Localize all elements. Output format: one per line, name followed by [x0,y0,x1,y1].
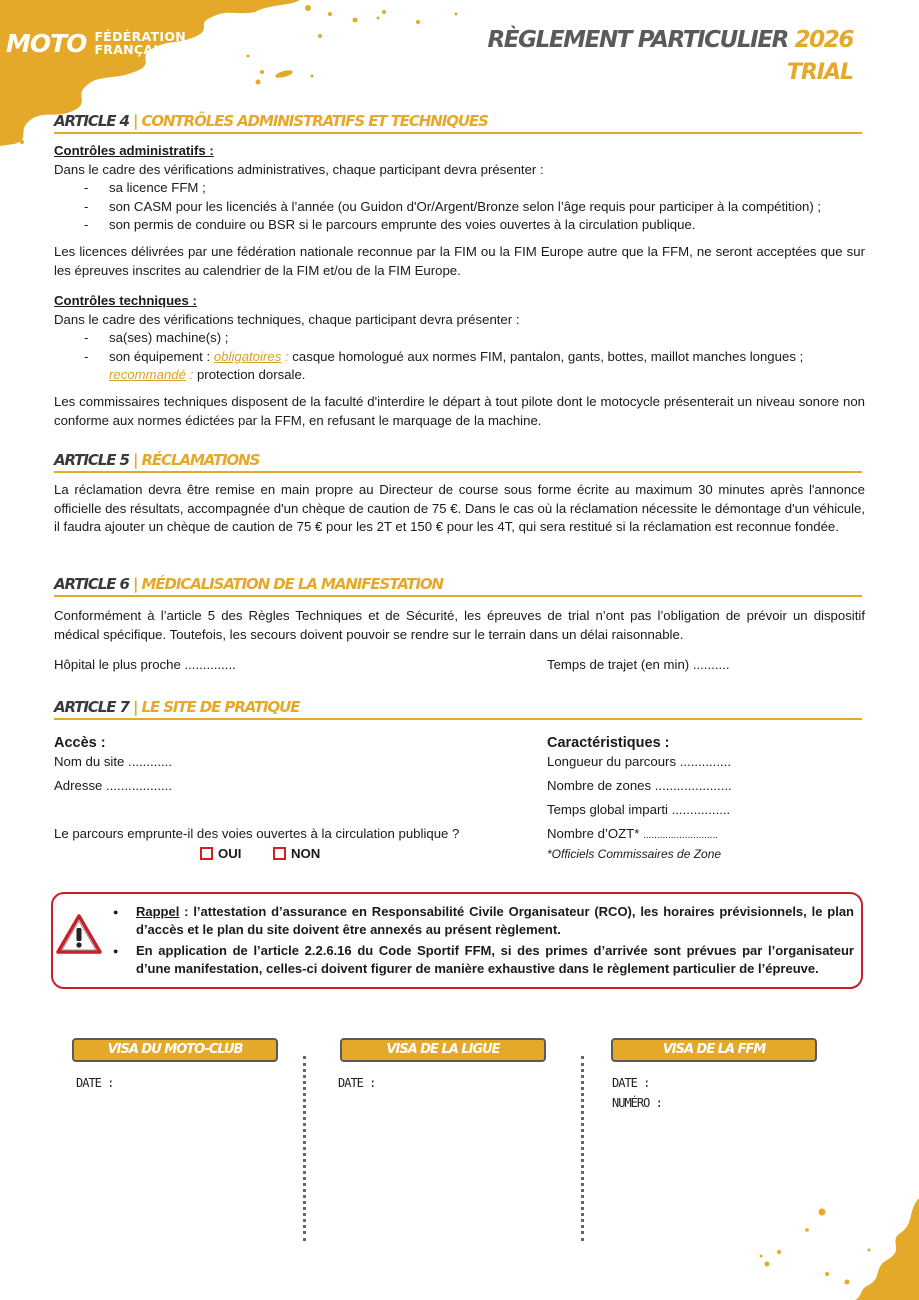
brand-splash-bottom [749,1190,919,1300]
ffm-logo [6,30,186,56]
acces-heading: Accès : [54,735,106,751]
admin-controls-intro: Dans le cadre des vérifications administratives, chaque participant devra présenter : [54,161,544,177]
list-item: - sa licence FFM ; [54,179,865,198]
visa-club-date-field[interactable]: DATE : [76,1076,114,1090]
visa-ffm-date-field[interactable]: DATE : [612,1076,650,1090]
nombre-zones-field[interactable]: Nombre de zones ..................... [547,778,732,793]
caracteristiques-heading: Caractéristiques : [547,735,670,751]
tech-controls-section [54,292,865,385]
obligatoires-link[interactable]: obligatoires [213,348,282,364]
non-checkbox[interactable] [273,847,286,860]
admin-controls-list [54,179,865,235]
admin-controls-section [54,142,865,235]
hopital-field[interactable]: Hôpital le plus proche .............. [54,657,236,672]
list-item: ● En application de l’article 2.2.6.16 du Code Sportif FFM, si des primes d’arrivée sont prévues par l’organisateur d’une manifestation, celles-ci doivent figurer de manière exhaustive dans le règlement particulier de l’épreuve. [136,942,854,979]
admin-controls-heading: Contrôles administratifs : [54,143,214,158]
article-4-heading: ARTICLE 4 | CONTRÔLES ADMINISTRATIFS ET TECHNIQUES [54,112,862,134]
voies-ouvertes-question: Le parcours emprunte-il des voies ouvertes à la circulation publique ? [54,826,460,841]
article-5-heading: ARTICLE 5 | RÉCLAMATIONS [54,451,862,473]
list-item: - son CASM pour les licenciés à l’année (ou Guidon d'Or/Argent/Bronze selon l’âge requis pour participer à la compétition) ; [54,198,865,217]
non-option[interactable]: NON [273,845,320,863]
longueur-field[interactable]: Longueur du parcours .............. [547,754,731,769]
logo-moto-wordmark: MOTO [6,28,87,58]
visa-divider [581,1056,584,1241]
document-title: RÈGLEMENT PARTICULIER 2026 [487,27,853,53]
medicalisation-paragraph: Conformément à l’article 5 des Règles Techniques et de Sécurité, les épreuves de trial n’ont pas l’obligation de prévoir un dispositif médical spécifique. Toutefois, les secours doivent pouvoir se rendre sur le terrain dans un délai raisonnable. [54,608,865,642]
visa-ligue-banner: VISA DE LA LIGUE [340,1038,546,1062]
tech-controls-intro: Dans le cadre des vérifications techniques, chaque participant devra présenter : [54,311,520,327]
oui-checkbox[interactable] [200,847,213,860]
list-item: - son permis de conduire ou BSR si le parcours emprunte des voies ouvertes à la circulation publique. [54,216,865,235]
document-subtitle: TRIAL [786,60,853,85]
article-6-heading: ARTICLE 6 | MÉDICALISATION DE LA MANIFESTATION [54,575,862,597]
logo-federation-text: FÉDÉRATION FRANÇAISE [94,29,187,57]
nombre-ozt-field[interactable]: Nombre d’OZT* ........................... [547,826,719,841]
rappel-box [51,892,863,989]
visa-ligue-date-field[interactable]: DATE : [338,1076,376,1090]
ozt-footnote: *Officiels Commissaires de Zone [547,847,722,861]
nom-site-field[interactable]: Nom du site ............ [54,754,172,769]
list-item: - sa(ses) machine(s) ; [54,329,865,348]
visa-moto-club-banner: VISA DU MOTO-CLUB [72,1038,278,1062]
oui-option[interactable]: OUI [200,845,241,863]
article-7-heading: ARTICLE 7 | LE SITE DE PRATIQUE [54,698,862,720]
document-year: 2026 [794,27,853,53]
temps-global-field[interactable]: Temps global imparti ................ [547,802,731,817]
visa-divider [303,1056,306,1241]
visa-ffm-numero-field[interactable]: NUMÉRO : [612,1096,662,1110]
adresse-field[interactable]: Adresse .................. [54,778,172,793]
recommande-link[interactable]: recommandé [109,367,186,383]
tech-controls-heading: Contrôles techniques : [54,293,197,308]
rappel-list [136,903,854,981]
warning-icon [55,913,103,955]
reclamations-paragraph: La réclamation devra être remise en main propre au Directeur de course sous forme écrite au maximum 30 minutes après l'annonce officielle des résultats, accompagnée d'un chèque de caution de 75 €. Dans le cas où la réclamation nécessite le démontage d'un véhicule, il faudra ajouter un chèque de caution de 75 € pour les 2T et 150 € pour les 4T, qui sera restitué si la réclamation est reconnue fondée. [54,482,865,535]
temps-trajet-field[interactable]: Temps de trajet (en min) .......... [547,657,730,672]
list-item: - son équipement : obligatoires : casque homologué aux normes FIM, pantalon, gants, bottes, maillot manches longues ; recommandé : protection dorsale. [54,348,865,385]
visa-ffm-banner: VISA DE LA FFM [611,1038,817,1062]
commissaires-paragraph: Les commissaires techniques disposent de la faculté d'interdire le départ à tout pilote dont le motocycle présenterait un niveau sonore non conforme aux normes édictées par la FFM, en refusant le marquage de la machine. [54,394,865,428]
tech-controls-list [54,329,865,385]
list-item: ● Rappel : l’attestation d’assurance en Responsabilité Civile Organisateur (RCO), les horaires prévisionnels, le plan d’accès et le plan du site doivent être annexés au présent règlement. [136,903,854,940]
licences-paragraph: Les licences délivrées par une fédération nationale reconnue par la FIM ou la FIM Europe autre que la FFM, ne seront acceptées que sur les épreuves inscrites au calendrier de la FIM et/ou de la FIM Europe. [54,244,865,278]
